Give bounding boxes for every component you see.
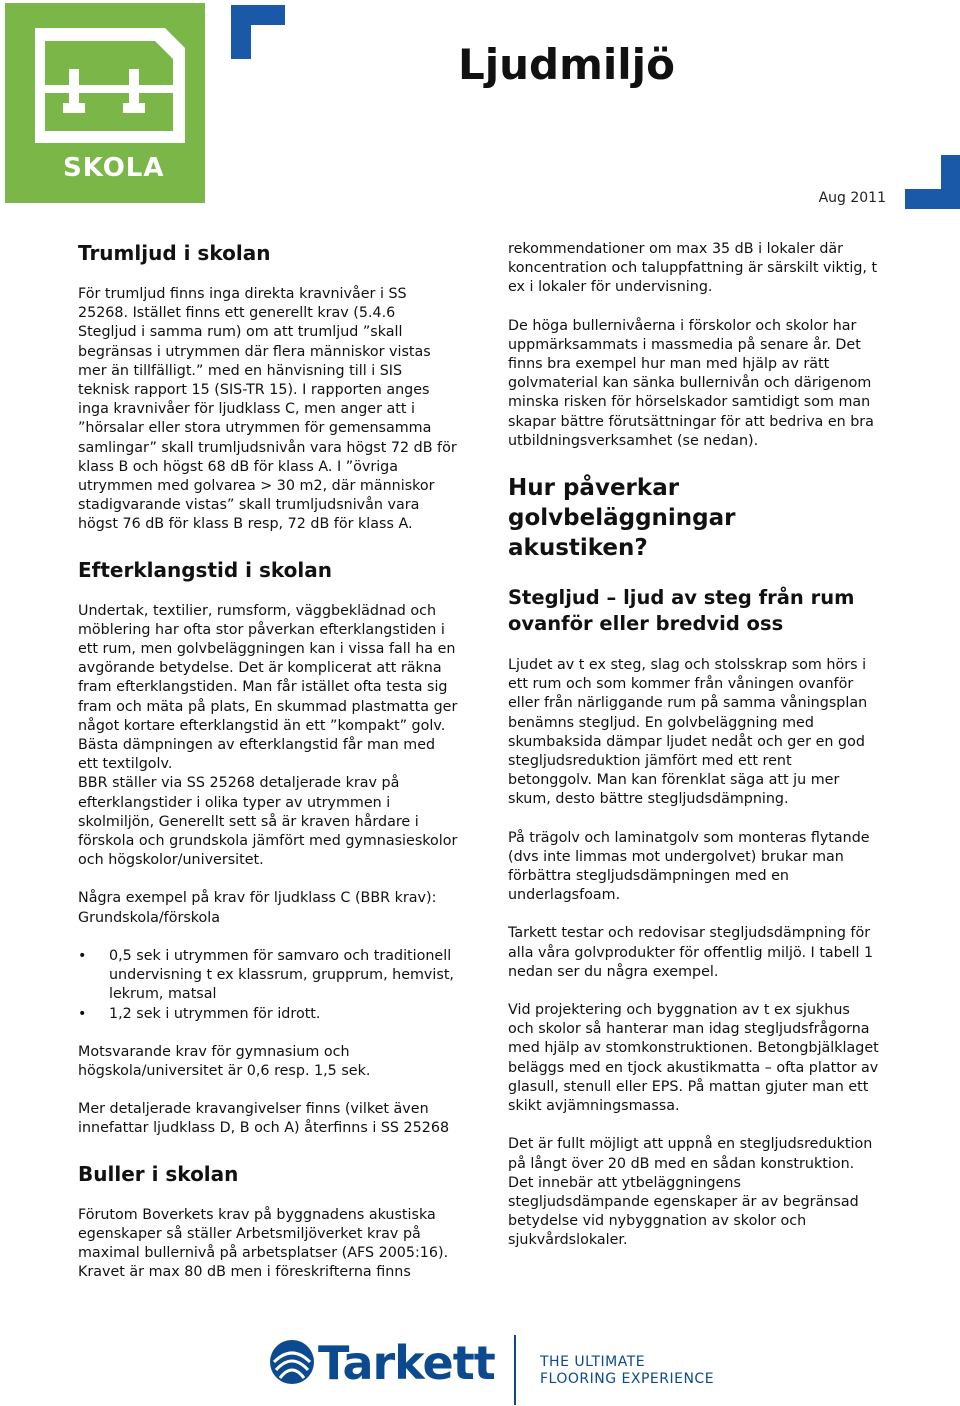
heading-efterklangstid: Efterklangstid i skolan [78,557,332,582]
logo-label: SKOLA [63,153,165,183]
brand-tagline [540,1354,714,1388]
paragraph-hoga-bullernivaer: De höga bullernivåerna i förskolor och skolor har uppmärksammats i massmedia på senare år. Det finns bra exempel hur man med hjälp av rätt golvmaterial kan sänka bullernivån och därigenom minska risken för hörselskador samtidigt som man skapar bättre förutsättningar för att bedriva en bra utbildningsverksamhet (se nedan). [508,317,874,449]
paragraph-ljudet: Ljudet av t ex steg, slag och stolsskrap som hörs i ett rum och som kommer från våningen ovanför eller från närliggande rum på samma våningsplan benämns stegljud. En golvbeläggning med skumbaksida dämpar ljudet nedåt och ger en god stegljudsreduktion jämfört med ett rent betonggolv. Man kan förenklat säga att ju mer skum, desto bättre stegljudsdämpning. [508,657,868,808]
paragraph-trumljud: För trumljud finns inga direkta kravnivåer i SS 25268. Istället finns ett generellt krav (5.4.6 Stegljud i samma rum) om att trumljud ”skall begränsas i utrymmen där flera människor vistas mer än tillfälligt.” med en hänvisning till i SIS teknisk rapport 15 (SIS-TR 15). I rapporten anges inga kravnivåer för ljudklass C, men anger att i ”hörsalar eller stora utrymmen för gemensamma samlingar” skall trumljudsnivån vara högst 72 dB för klass B och högst 68 dB för klass A. I ”övriga utrymmen med golvarea > 30 m2, där människor stadigvarande vistas” skall trumljudsnivån vara högst 76 dB för klass B resp, 72 dB för klass A. [78,286,457,533]
paragraph-tragolv: På trägolv och laminatgolv som monteras flytande (dvs inte limmas mot undergolvet) brukar man förbättra stegljudsdämpningen med en underlagsfoam. [508,829,870,904]
heading-stegljud: Stegljud – ljud av steg från rum ovanför eller bredvid oss [508,586,855,636]
corner-bracket-icon [231,5,287,61]
list-item: • 1,2 sek i utrymmen för idrott. [78,1005,458,1024]
paragraph-buller: Förutom Boverkets krav på byggnadens akustiska egenskaper så ställer Arbetsmiljöverket krav på maximal bullernivå på arbetsplatser (AFS 2005:16). Kravet är max 80 dB men i föreskrifterna finns [78,1206,449,1281]
heading-buller: Buller i skolan [78,1161,239,1186]
tarkett-globe-icon [268,1338,316,1386]
footer-divider [514,1335,516,1405]
paragraph-fullt-mojligt: Det är fullt möjligt att uppnå en stegljudsreduktion på långt över 20 dB med en sådan konstruktion. Det innebär att ytbeläggningens stegljudsdämpande egenskaper är av begränsad betydelse vid nybyggnation av skolor och sjukvårdslokaler. [508,1136,873,1249]
list-item: • 0,5 sek i utrymmen för samvaro och traditionell undervisning t ex klassrum, grupprum, hemvist, lekrum, matsal [78,947,458,1005]
paragraph-efterklangstid: Undertak, textilier, rumsform, väggbeklädnad och möblering har ofta stor påverkan efterklangstiden i ett rum, men golvbeläggningen kan i vissa fall ha en avgörande betydelse. Det är komplicerat att räkna fram efterklangstiden. Man får istället ofta testa sig fram och mäta på plats, En skummad plastmatta ger något kortare efterklangstid än ett ”kompakt” golv. Bästa dämpningen av efterklangstid får man med ett textilgolv. [78,602,458,773]
tarkett-logo-text: Tarkett [318,1336,495,1390]
heading-trumljud: Trumljud i skolan [78,241,271,265]
page-title: Ljudmiljö [458,40,675,89]
paragraph-projektering: Vid projektering och byggnation av t ex sjukhus och skolor så hanterar man idag stegljudsfrågorna med hjälp av stomkonstruktionen. Betongbjälklaget beläggs med en tjock akustikmatta – ofta plattor av glasull, stenull eller EPS. På mattan gjuter man ett skikt avjämningsmassa. [508,1002,879,1115]
paragraph-bbr: BBR ställer via SS 25268 detaljerade krav på efterklangstider i olika typer av utrymmen i skolmiljön, Generellt sett så är kraven hårdare i förskola och grundskola jämfört med gymnasieskolor och högskolor/universitet. [78,775,458,869]
heading-hur-paverkar: Hur påverkar golvbeläggningar akustiken? [508,475,736,562]
paragraph-tarkett-testar: Tarkett testar och redovisar stegljudsdämpning för alla våra golvprodukter för offentlig miljö. I tabell 1 nedan ser du några exempel. [508,925,874,980]
tagline-line-2: FLOORING EXPERIENCE [540,1371,715,1387]
paragraph-mer: Mer detaljerade kravangivelser finns (vilket även innefattar ljudklass D, B och A) återfinns i SS 25268 [78,1101,450,1137]
publication-date: Aug 2011 [818,190,886,206]
paragraph-motsvarande: Motsvarande krav för gymnasium och högskola/universitet är 0,6 resp. 1,5 sek. [78,1043,371,1079]
right-column [508,240,880,1251]
corner-bracket-icon [905,155,960,211]
paragraph-rekommendationer: rekommendationer om max 35 dB i lokaler där koncentration och taluppfattning är särskilt viktig, t ex i lokaler för undervisning. [508,241,878,296]
requirements-list [78,947,458,1024]
skola-logo [5,3,205,203]
tagline-line-1: THE ULTIMATE [540,1354,646,1370]
left-column [78,240,458,1282]
paragraph-exempel: Några exempel på krav för ljudklass C (BBR krav): Grundskola/förskola [78,890,437,926]
